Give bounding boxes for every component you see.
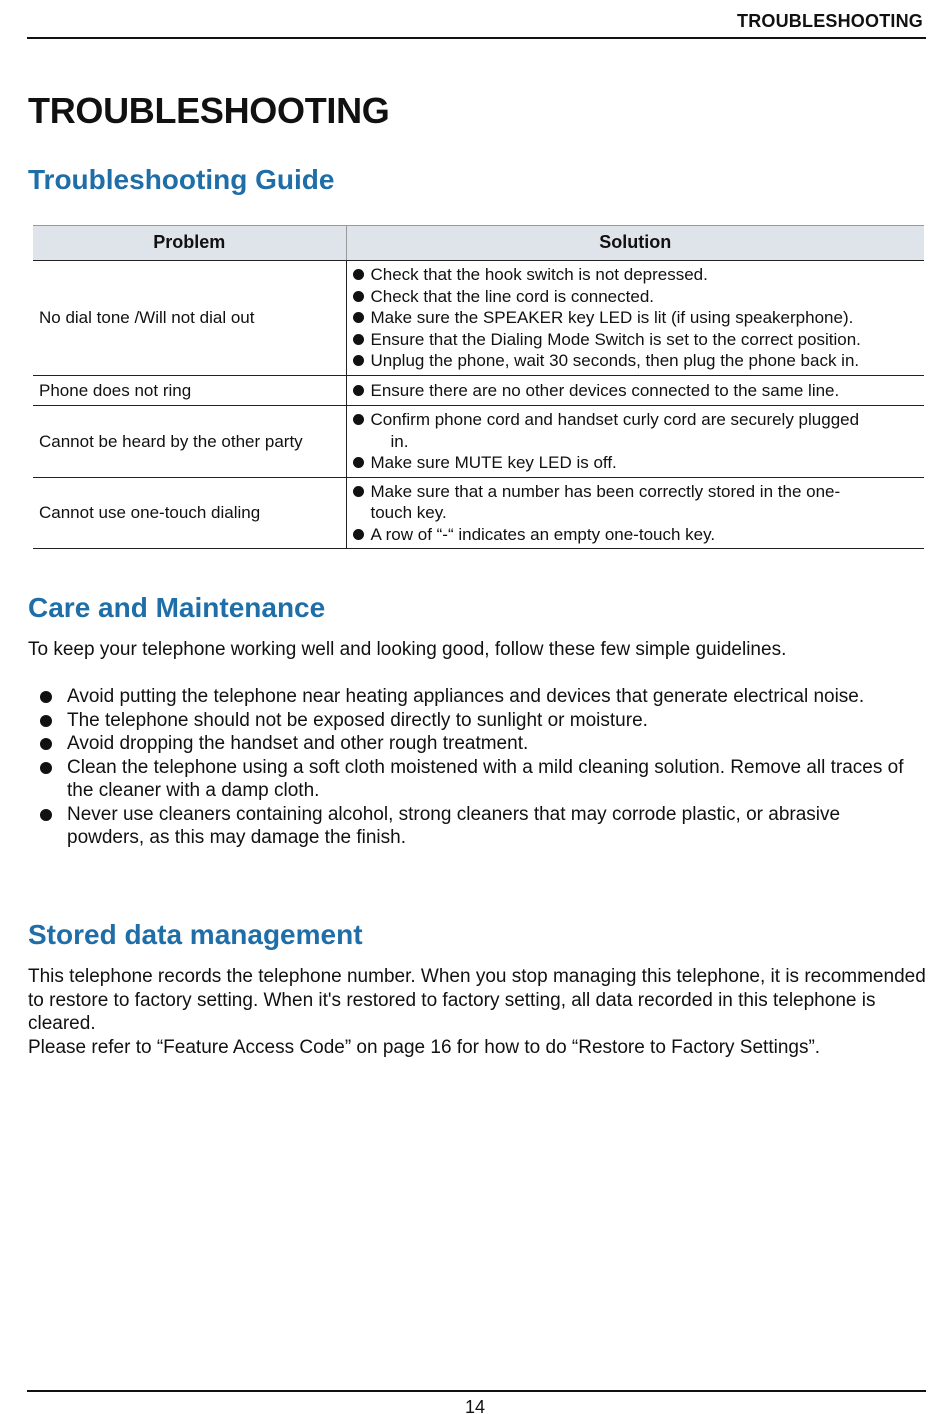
solution-text: Unplug the phone, wait 30 seconds, then plug the phone back in. (370, 351, 860, 371)
table-row (33, 261, 924, 376)
page-title: TROUBLESHOOTING (28, 90, 390, 131)
list-item (40, 732, 920, 756)
column-header-solution: Solution (346, 226, 924, 261)
solution-item (353, 350, 919, 372)
table-header-row (33, 226, 924, 261)
list-item-text: Never use cleaners containing alcohol, strong cleaners that may corrode plastic, or abrasive powders, as this may damage the finish. (67, 803, 841, 848)
bullet-icon (353, 486, 364, 497)
solution-text: A row of “-“ indicates an empty one-touch key. (370, 524, 716, 544)
problem-cell: Cannot be heard by the other party (33, 406, 346, 478)
bullet-icon (353, 291, 364, 302)
list-item-text: Avoid putting the telephone near heating appliances and devices that generate electrical noise. (67, 686, 865, 707)
bullet-icon (353, 385, 364, 396)
care-maintenance-heading: Care and Maintenance (28, 592, 326, 623)
solution-text: Make sure the SPEAKER key LED is lit (if using speakerphone). (370, 308, 854, 328)
bullet-icon (40, 762, 52, 774)
table-row (33, 477, 924, 549)
bullet-icon (353, 529, 364, 540)
solution-text: Check that the line cord is connected. (370, 286, 654, 306)
solution-item (353, 524, 919, 546)
running-header: TROUBLESHOOTING (737, 11, 923, 31)
table-row (33, 406, 924, 478)
care-guidelines-list (40, 685, 920, 850)
list-item-text: Clean the telephone using a soft cloth moistened with a mild cleaning solution. Remove all traces of the cleaner with a damp cloth. (67, 756, 904, 801)
solution-text: Check that the hook switch is not depressed. (370, 265, 708, 285)
bullet-icon (353, 269, 364, 280)
solution-item (353, 380, 919, 402)
troubleshooting-table (33, 225, 924, 549)
solution-continuation: in. (390, 431, 409, 451)
bullet-icon (40, 809, 52, 821)
list-item-text: The telephone should not be exposed directly to sunlight or moisture. (67, 709, 648, 731)
solution-item (353, 264, 919, 286)
bullet-icon (353, 334, 364, 345)
solution-text: Confirm phone cord and handset curly cord are securely plugged (370, 410, 860, 429)
care-intro-text: To keep your telephone working well and looking good, follow these few simple guidelines. (28, 639, 787, 660)
bullet-icon (353, 414, 364, 425)
stored-data-paragraph: This telephone records the telephone number. When you stop managing this telephone, it is recommended to restore to factory setting. When it's restored to factory setting, all data recorded in this telephone is cleared. (28, 966, 926, 1034)
header-rule (27, 37, 926, 39)
problem-cell: Phone does not ring (33, 376, 346, 406)
bullet-icon (353, 457, 364, 468)
solution-item (353, 329, 919, 351)
stored-data-heading: Stored data management (28, 919, 363, 950)
solution-cell (346, 261, 924, 376)
solution-item (353, 481, 919, 503)
solution-text: Make sure that a number has been correctly stored in the one- (370, 481, 841, 501)
table-row (33, 376, 924, 406)
bullet-icon (40, 715, 52, 727)
troubleshooting-guide-heading: Troubleshooting Guide (28, 164, 335, 195)
column-header-problem: Problem (33, 226, 346, 261)
solution-continuation: touch key. (370, 503, 447, 522)
list-item-text: Avoid dropping the handset and other rough treatment. (67, 733, 529, 754)
solution-text: Make sure MUTE key LED is off. (370, 453, 617, 472)
solution-item (353, 307, 919, 329)
problem-cell: Cannot use one-touch dialing (33, 477, 346, 549)
list-item (40, 709, 920, 733)
stored-data-body (28, 965, 928, 1059)
solution-text: Ensure that the Dialing Mode Switch is set to the correct position. (370, 329, 861, 349)
list-item (40, 685, 920, 709)
footer-rule (27, 1390, 926, 1392)
bullet-icon (40, 691, 52, 703)
solution-cell (346, 477, 924, 549)
bullet-icon (353, 312, 364, 323)
list-item (40, 803, 920, 850)
solution-item (353, 286, 919, 308)
page-number: 14 (464, 1397, 486, 1414)
solution-text: Ensure there are no other devices connected to the same line. (370, 380, 840, 400)
stored-data-reference: Please refer to “Feature Access Code” on page 16 for how to do “Restore to Factory Settings”. (28, 1036, 821, 1058)
problem-cell: No dial tone /Will not dial out (33, 261, 346, 376)
solution-cell (346, 406, 924, 478)
bullet-icon (353, 355, 364, 366)
solution-item (353, 452, 919, 474)
list-item (40, 756, 920, 803)
solution-item (353, 409, 919, 431)
solution-cell (346, 376, 924, 406)
bullet-icon (40, 738, 52, 750)
